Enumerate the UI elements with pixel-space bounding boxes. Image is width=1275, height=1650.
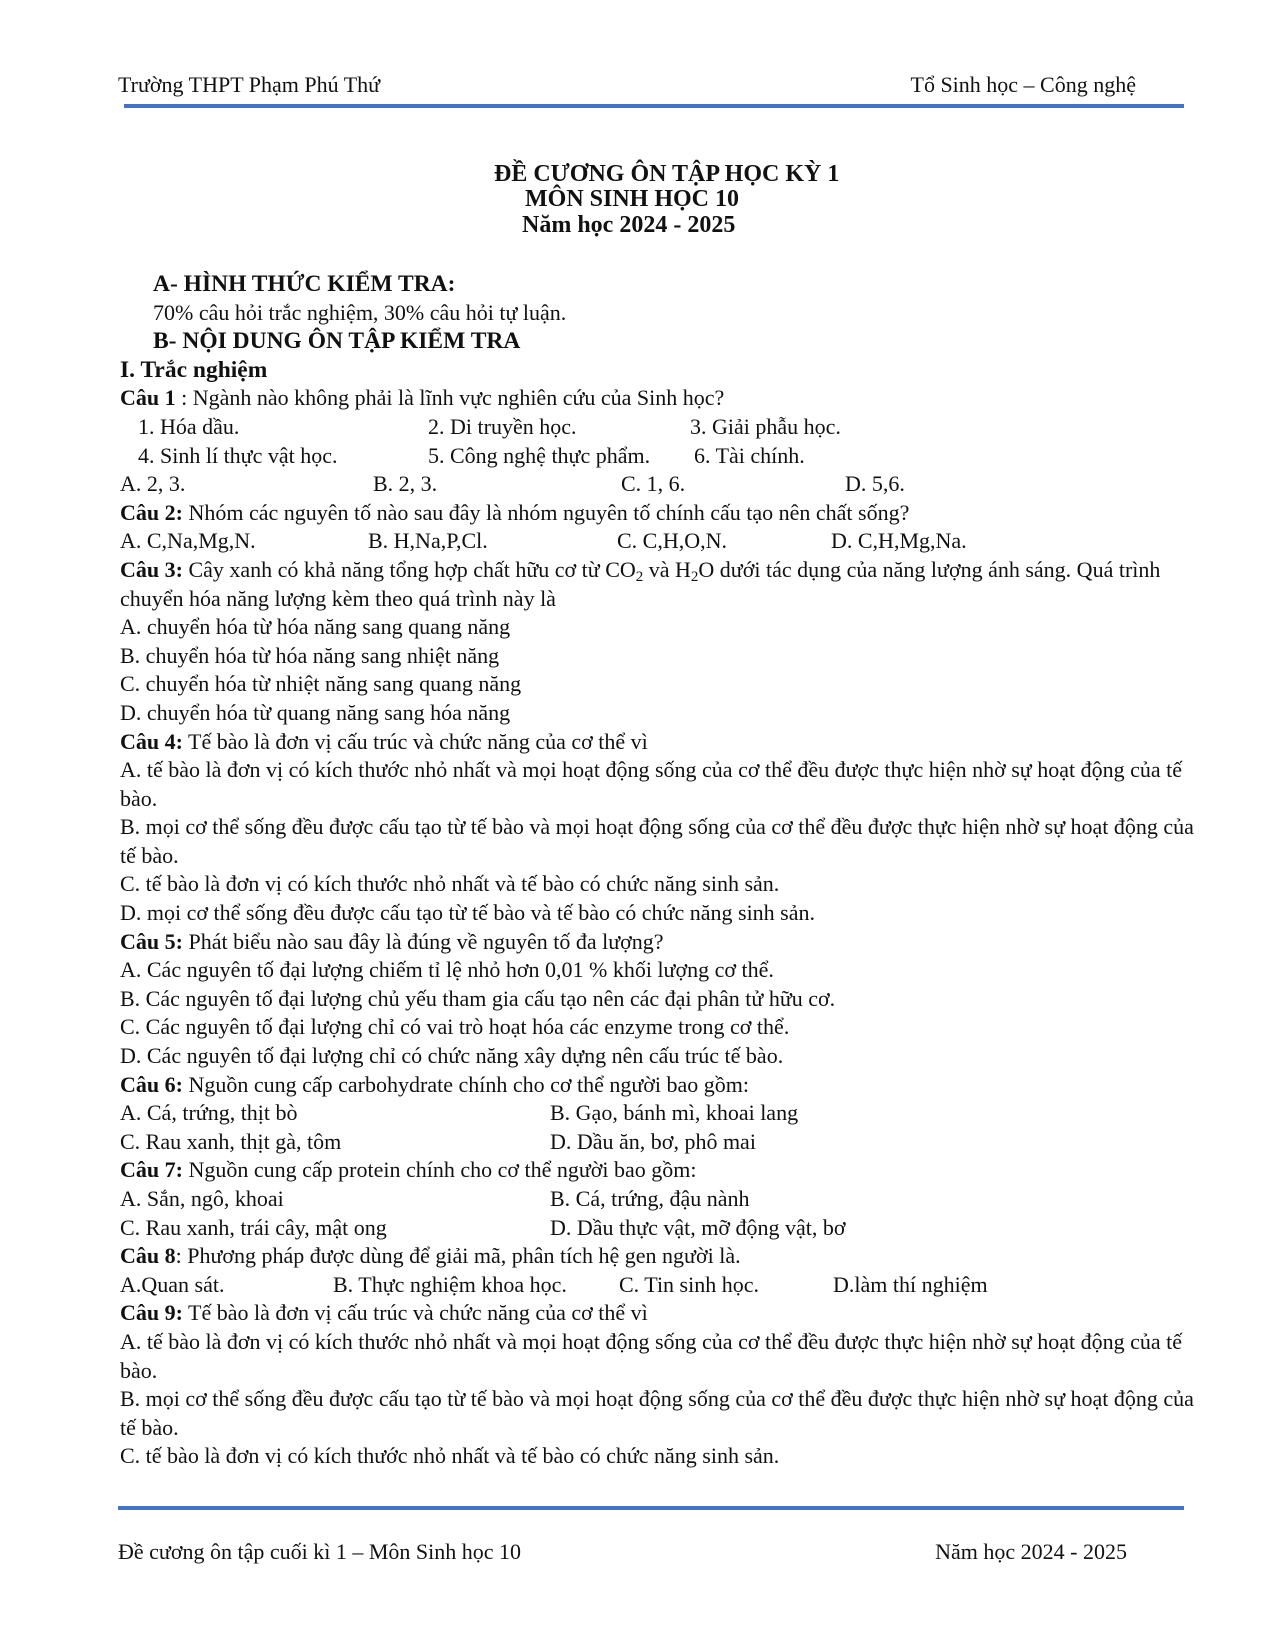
question-2-text: Nhóm các nguyên tố nào sau đây là nhóm nguyên tố chính cấu tạo nên chất sống? — [182, 499, 910, 525]
footer-rule — [118, 1506, 1184, 1510]
option: A.Quan sát. — [120, 1271, 225, 1297]
option: A. Sắn, ngô, khoai — [120, 1186, 284, 1211]
question-6-label: Câu 6: — [120, 1071, 183, 1097]
title-line-2: MÔN SINH HỌC 10 — [525, 186, 740, 212]
question-1-item: 5. Công nghệ thực phẩm. — [428, 442, 651, 468]
option: C. 1, 6. — [621, 471, 686, 497]
option: C. Tin sinh học. — [619, 1271, 759, 1297]
question-7-text: Nguồn cung cấp protein chính cho cơ thể người bao gồm: — [182, 1157, 697, 1183]
content-body — [120, 270, 1200, 1471]
option: B. Gạo, bánh mì, khoai lang — [550, 1100, 799, 1126]
question-3: Câu 3: Cây xanh có khả năng tổng hợp chất hữu cơ từ $CO_2$ và $H_2O$ dưới tác dụng của năng lượng ánh sáng. Quá trình chuyển hóa năng lượng kèm theo quá trình này là — [120, 556, 1161, 611]
question-1-items-row-2 — [120, 442, 1200, 471]
option: A. Cá, trứng, thịt bò — [120, 1100, 298, 1126]
question-6-text: Nguồn cung cấp carbohydrate chính cho cơ thể người bao gồm: — [182, 1071, 750, 1097]
option: A. tế bào là đơn vị có kích thước nhỏ nhất và mọi hoạt động sống của cơ thể đều được thực hiện nhờ sự hoạt động của tế bào. — [120, 757, 1183, 811]
footer-year: Năm học 2024 - 2025 — [935, 1539, 1127, 1564]
question-7-label: Câu 7: — [120, 1157, 183, 1183]
option: A. 2, 3. — [120, 471, 186, 497]
section-a-text: 70% câu hỏi trắc nghiệm, 30% câu hỏi tự luận. — [153, 299, 567, 325]
option: B. 2, 3. — [373, 471, 438, 497]
question-8 — [120, 1242, 1200, 1271]
option: B. chuyển hóa từ hóa năng sang nhiệt năng — [120, 642, 500, 668]
option: C. Rau xanh, thịt gà, tôm — [120, 1128, 342, 1154]
section-b-heading: B- NỘI DUNG ÔN TẬP KIỂM TRA — [153, 328, 521, 355]
question-2-options — [120, 527, 1200, 556]
question-4 — [120, 728, 1200, 757]
part-1-heading: I. Trắc nghiệm — [120, 356, 268, 383]
option: B. Cá, trứng, đậu nành — [550, 1186, 750, 1211]
option: C. tế bào là đơn vị có kích thước nhỏ nhất và tế bào có chức năng sinh sản. — [120, 1443, 780, 1469]
option: D. chuyển hóa từ quang năng sang hóa năng — [120, 699, 511, 725]
question-8-text: : Phương pháp được dùng để giải mã, phân tích hệ gen người là. — [175, 1243, 741, 1269]
question-4-label: Câu 4: — [120, 728, 183, 754]
question-1-label: Câu 1 — [120, 385, 176, 411]
question-1-text: : Ngành nào không phải là lĩnh vực nghiên cứu của Sinh học? — [175, 385, 725, 411]
option: D. mọi cơ thể sống đều được cấu tạo từ tế bào và tế bào có chức năng sinh sản. — [120, 900, 816, 926]
header-department: Tổ Sinh học – Công nghệ — [910, 72, 1136, 97]
option: D. Dầu ăn, bơ, phô mai — [550, 1128, 756, 1154]
title-line-1: ĐỀ CƯƠNG ÔN TẬP HỌC KỲ 1 — [494, 161, 840, 187]
option: B. Các nguyên tố đại lượng chủ yếu tham gia cấu tạo nên các đại phân tử hữu cơ. — [120, 985, 836, 1011]
header-school: Trường THPT Phạm Phú Thứ — [118, 72, 381, 97]
option: C. Rau xanh, trái cây, mật ong — [120, 1214, 387, 1240]
title-line-3: Năm học 2024 - 2025 — [522, 212, 736, 238]
question-2 — [120, 499, 1200, 528]
question-5-text: Phát biểu nào sau đây là đúng về nguyên tố đa lượng? — [182, 928, 664, 954]
option: C. tế bào là đơn vị có kích thước nhỏ nhất và tế bào có chức năng sinh sản. — [120, 871, 780, 897]
option: B. mọi cơ thể sống đều được cấu tạo từ tế bào và mọi hoạt động sống của cơ thể đều được thực hiện nhờ sự hoạt động của tế bào. — [120, 814, 1194, 868]
question-1-item: 4. Sinh lí thực vật học. — [138, 442, 338, 468]
question-8-label: Câu 8 — [120, 1243, 176, 1269]
option: C. Các nguyên tố đại lượng chỉ có vai trò hoạt hóa các enzyme trong cơ thể. — [120, 1014, 790, 1040]
question-4-text: Tế bào là đơn vị cấu trúc và chức năng của cơ thể vì — [182, 728, 648, 754]
question-6-options-row-1 — [120, 1099, 1200, 1128]
option: B. H,Na,P,Cl. — [368, 528, 488, 554]
question-9 — [120, 1299, 1200, 1328]
option: D.làm thí nghiệm — [833, 1271, 988, 1297]
option: B. mọi cơ thể sống đều được cấu tạo từ tế bào và mọi hoạt động sống của cơ thể đều được thực hiện nhờ sự hoạt động của tế bào. — [120, 1386, 1194, 1440]
question-1-items-row-1 — [120, 413, 1200, 442]
option: D. Dầu thực vật, mỡ động vật, bơ — [550, 1214, 846, 1240]
option: A. chuyển hóa từ hóa năng sang quang năng — [120, 614, 511, 640]
question-1-item: 2. Di truyền học. — [428, 413, 577, 439]
question-1-item: 3. Giải phẫu học. — [690, 413, 841, 439]
option: A. C,Na,Mg,N. — [120, 528, 256, 554]
footer-title: Đề cương ôn tập cuối kì 1 – Môn Sinh học 10 — [118, 1539, 522, 1564]
question-6-options-row-2 — [120, 1128, 1200, 1157]
question-6 — [120, 1071, 1200, 1100]
question-1-item: 1. Hóa dầu. — [138, 413, 240, 439]
option: D. 5,6. — [845, 471, 905, 497]
option: A. tế bào là đơn vị có kích thước nhỏ nhất và mọi hoạt động sống của cơ thể đều được thực hiện nhờ sự hoạt động của tế bào. — [120, 1328, 1183, 1383]
question-9-label: Câu 9: — [120, 1300, 183, 1326]
question-8-options — [120, 1271, 1200, 1300]
option: B. Thực nghiệm khoa học. — [333, 1271, 567, 1297]
option: D. C,H,Mg,Na. — [831, 528, 967, 554]
section-a-heading: A- HÌNH THỨC KIỂM TRA: — [153, 271, 456, 297]
question-1-options — [120, 470, 1200, 499]
question-1-item: 6. Tài chính. — [694, 442, 805, 468]
question-2-label: Câu 2: — [120, 499, 183, 525]
question-7-options-row-2 — [120, 1214, 1200, 1243]
question-3-label: Câu 3: — [120, 556, 183, 582]
question-7-options-row-1 — [120, 1185, 1200, 1214]
option: C. chuyển hóa từ nhiệt năng sang quang năng — [120, 671, 522, 697]
option: C. C,H,O,N. — [617, 528, 728, 554]
option: D. Các nguyên tố đại lượng chỉ có chức năng xây dựng nên cấu trúc tế bào. — [120, 1043, 784, 1069]
question-7 — [120, 1156, 1200, 1185]
question-5-label: Câu 5: — [120, 928, 183, 954]
option: A. Các nguyên tố đại lượng chiếm tỉ lệ nhỏ hơn 0,01 % khối lượng cơ thể. — [120, 957, 774, 983]
question-9-text: Tế bào là đơn vị cấu trúc và chức năng của cơ thể vì — [182, 1300, 648, 1326]
header-rule — [124, 104, 1184, 108]
question-1 — [120, 384, 1200, 413]
question-5 — [120, 928, 1200, 957]
